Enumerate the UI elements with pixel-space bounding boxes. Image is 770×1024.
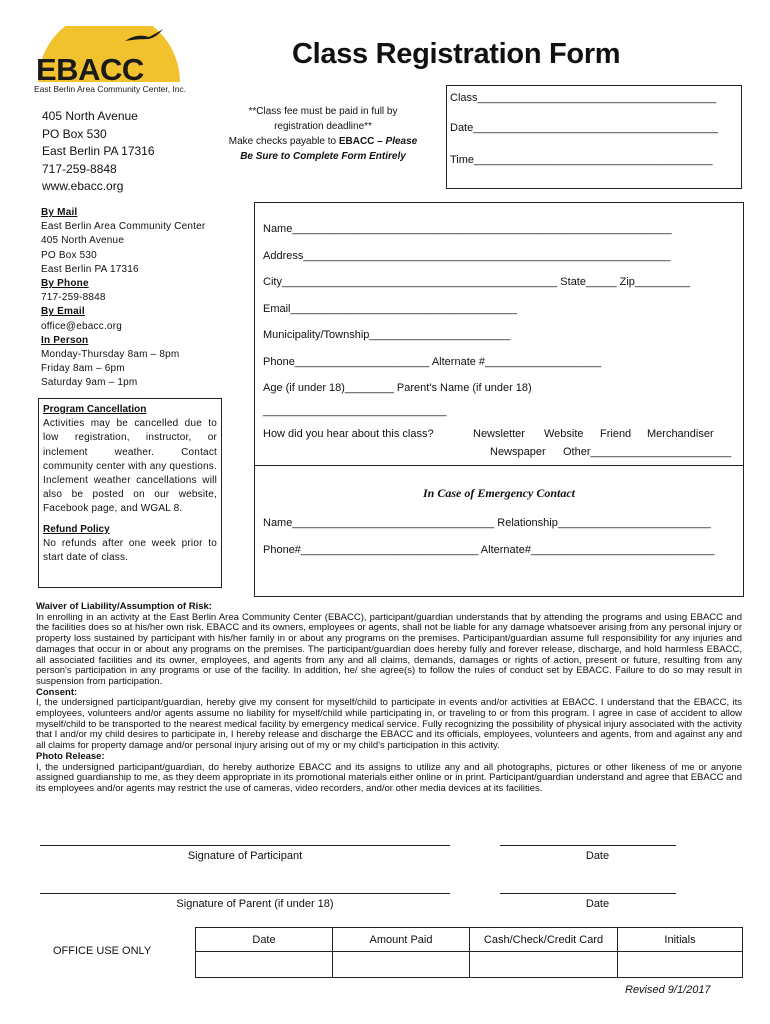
option-merchandiser[interactable]: Merchandiser xyxy=(647,428,714,440)
ebacc-logo xyxy=(30,26,185,98)
consent-text: I, the undersigned participant/guardian, hereby give my consent for myself/child to participate in events and/or activities at EBACC. I understand that the EBACC, its employees, volunteers and/or agents assume no liability for myself/child while participating in, or traveling to or from this program. I agree in case of accident to allow myself/child to be transported to the nearest medical facility by emergency medical service. Fully recognizing the possibility of physical injury associated with the activity that I and/or my child desires to participate in, I hereby release and discharge the EBACC and its officials, employees, volunteers and agents, from and against any and all claims for property damage and/or personal injury arising out of my or my child's participation in this activity. xyxy=(36,697,742,752)
by-phone-heading: By Phone xyxy=(41,278,89,290)
address-line: 717-259-8848 xyxy=(42,161,117,176)
address-field[interactable]: Address____________________________________________________________ xyxy=(263,250,671,262)
address-line: East Berlin PA 17316 xyxy=(42,144,155,158)
class-info-box xyxy=(446,85,742,189)
waiver-section xyxy=(36,602,742,795)
fee-note xyxy=(218,104,428,164)
mail-line: 405 North Avenue xyxy=(41,235,125,247)
in-person-heading: In Person xyxy=(41,334,89,346)
office-use-label: OFFICE USE ONLY xyxy=(53,945,152,957)
option-newsletter[interactable]: Newsletter xyxy=(473,428,525,440)
consent-heading: Consent: xyxy=(36,686,78,698)
option-website[interactable]: Website xyxy=(544,428,584,440)
fee-line: registration deadline** xyxy=(274,121,372,132)
name-field[interactable]: Name______________________________________________________________ xyxy=(263,223,672,235)
table-row xyxy=(196,952,743,978)
parent-date-label: Date xyxy=(585,898,610,910)
hours-line: Monday-Thursday 8am – 8pm xyxy=(41,349,180,361)
table-header: Initials xyxy=(618,928,743,952)
cancellation-text: Activities may be cancelled due to low registration, instructor, or inclement weather. Contact community center with any questions. Inclement weather cancellations will also be posted on our website, Facebook page, and WGAL 8. xyxy=(43,418,217,515)
option-friend[interactable]: Friend xyxy=(600,428,632,440)
address-line: 405 North Avenue xyxy=(42,109,138,123)
time-field[interactable]: Time_______________________________________ xyxy=(450,154,713,166)
form-title: Class Registration Form xyxy=(292,38,621,70)
mail-line: East Berlin PA 17316 xyxy=(41,263,139,275)
municipality-field[interactable]: Municipality/Township_______________________ xyxy=(263,329,511,341)
option-other[interactable]: Other_______________________ xyxy=(563,446,732,458)
parent-signature-label: Signature of Parent (if under 18) xyxy=(176,898,334,910)
address-line: PO Box 530 xyxy=(42,126,107,141)
emergency-name-field[interactable]: Name_________________________________ Relationship_________________________ xyxy=(263,517,711,529)
email-address[interactable]: office@ebacc.org xyxy=(41,320,122,332)
hours-line: Friday 8am – 6pm xyxy=(41,363,125,375)
class-field[interactable]: Class_______________________________________ xyxy=(450,92,717,104)
table-cell[interactable] xyxy=(196,952,333,978)
phone-field[interactable]: Phone______________________ Alternate #___________________ xyxy=(263,356,602,368)
participant-date-label: Date xyxy=(585,850,610,862)
office-use-table xyxy=(195,927,743,978)
table-header: Cash/Check/Credit Card xyxy=(470,928,618,952)
age-parent-field[interactable]: Age (if under 18)________ Parent's Name (if under 18) xyxy=(263,382,532,394)
photo-release-text: I, the undersigned participant/guardian, do hereby authorize EBACC and its assigns to utilize any and all photographs, pictures or other likeness of me or anyone assigned guardianship to me, as they deem appropriate in its promotional materials either online or in print. Participant/guardian understand and agree that EBACC and its employees and/or agents may restrict the use of cameras, video recorders, and/or other media devices at its facilities. xyxy=(36,761,742,794)
by-email-heading: By Email xyxy=(41,306,85,318)
mail-line: PO Box 530 xyxy=(41,249,97,261)
mail-line: East Berlin Area Community Center xyxy=(41,221,206,233)
contact-methods xyxy=(41,206,205,391)
emergency-contact-box xyxy=(254,464,744,597)
parent-date-line[interactable] xyxy=(500,893,676,894)
parent-name-line[interactable]: ______________________________ xyxy=(263,405,447,417)
email-field[interactable]: Email_____________________________________ xyxy=(263,303,517,315)
hours-line: Saturday 9am – 1pm xyxy=(41,377,138,389)
revised-date: Revised 9/1/2017 xyxy=(625,984,711,996)
photo-release-heading: Photo Release: xyxy=(36,750,105,762)
phone-number: 717-259-8848 xyxy=(41,292,106,304)
by-mail-heading: By Mail xyxy=(41,207,78,218)
registration-form-box xyxy=(254,202,744,466)
center-address xyxy=(42,108,155,196)
participant-signature-label: Signature of Participant xyxy=(187,850,303,862)
policy-box xyxy=(38,398,222,588)
parent-signature-line[interactable] xyxy=(40,893,450,894)
participant-date-line[interactable] xyxy=(500,845,676,846)
city-state-zip-field[interactable]: City_____________________________________________ State_____ Zip_________ xyxy=(263,276,690,288)
table-row xyxy=(196,928,743,952)
address-line[interactable]: www.ebacc.org xyxy=(42,179,124,193)
table-cell[interactable] xyxy=(470,952,618,978)
table-header: Amount Paid xyxy=(333,928,470,952)
date-field[interactable]: Date________________________________________ xyxy=(450,122,718,134)
emergency-phone-field[interactable]: Phone#_____________________________ Alternate#______________________________ xyxy=(263,544,715,556)
emergency-title: In Case of Emergency Contact xyxy=(423,486,575,500)
hear-about-label: How did you hear about this class? xyxy=(263,428,434,440)
waiver-heading: Waiver of Liability/Assumption of Risk: xyxy=(36,601,212,612)
waiver-text: In enrolling in an activity at the East Berlin Area Community Center (EBACC), participant/guardian understands that by attending the programs and using EBACC and the facilities does so at his/her own risk. EBACC and its owners, employees or agents, shall not be liable for any damage whatsoever arising from any personal injury or property loss sustained by participant with his/her family in or about any programs on the premises. Participant/guardian assume full responsibility for any injuries and damages that occur in or about any programs on the premises. The participant/guardian does hereby fully and forever release, discharge, and hold harmless EBACC, all associated facilities and its owner, employees, and agents from any and all claims, demands, damages or rights of action, present or future, resulting from any person's participation in any programs or use of the facility. In addition, he/ she agree(s) to follow the rules of conduct set by EBACC. Failure to do so may result in suspension from participation. xyxy=(36,611,742,687)
fee-line: Make checks payable to EBACC – Please xyxy=(228,136,418,147)
participant-signature-line[interactable] xyxy=(40,845,450,846)
table-cell[interactable] xyxy=(333,952,470,978)
fee-line: **Class fee must be paid in full by xyxy=(248,106,398,117)
logo-text: EBACC xyxy=(36,52,144,87)
table-header: Date xyxy=(196,928,333,952)
refund-text: No refunds after one week prior to start date of class. xyxy=(43,537,217,564)
fee-line: Be Sure to Complete Form Entirely xyxy=(240,151,406,162)
cancellation-heading: Program Cancellation xyxy=(43,404,147,415)
option-newspaper[interactable]: Newspaper xyxy=(490,446,546,458)
table-cell[interactable] xyxy=(618,952,743,978)
logo-subtitle: East Berlin Area Community Center, Inc. xyxy=(34,84,187,94)
refund-heading: Refund Policy xyxy=(43,523,110,535)
